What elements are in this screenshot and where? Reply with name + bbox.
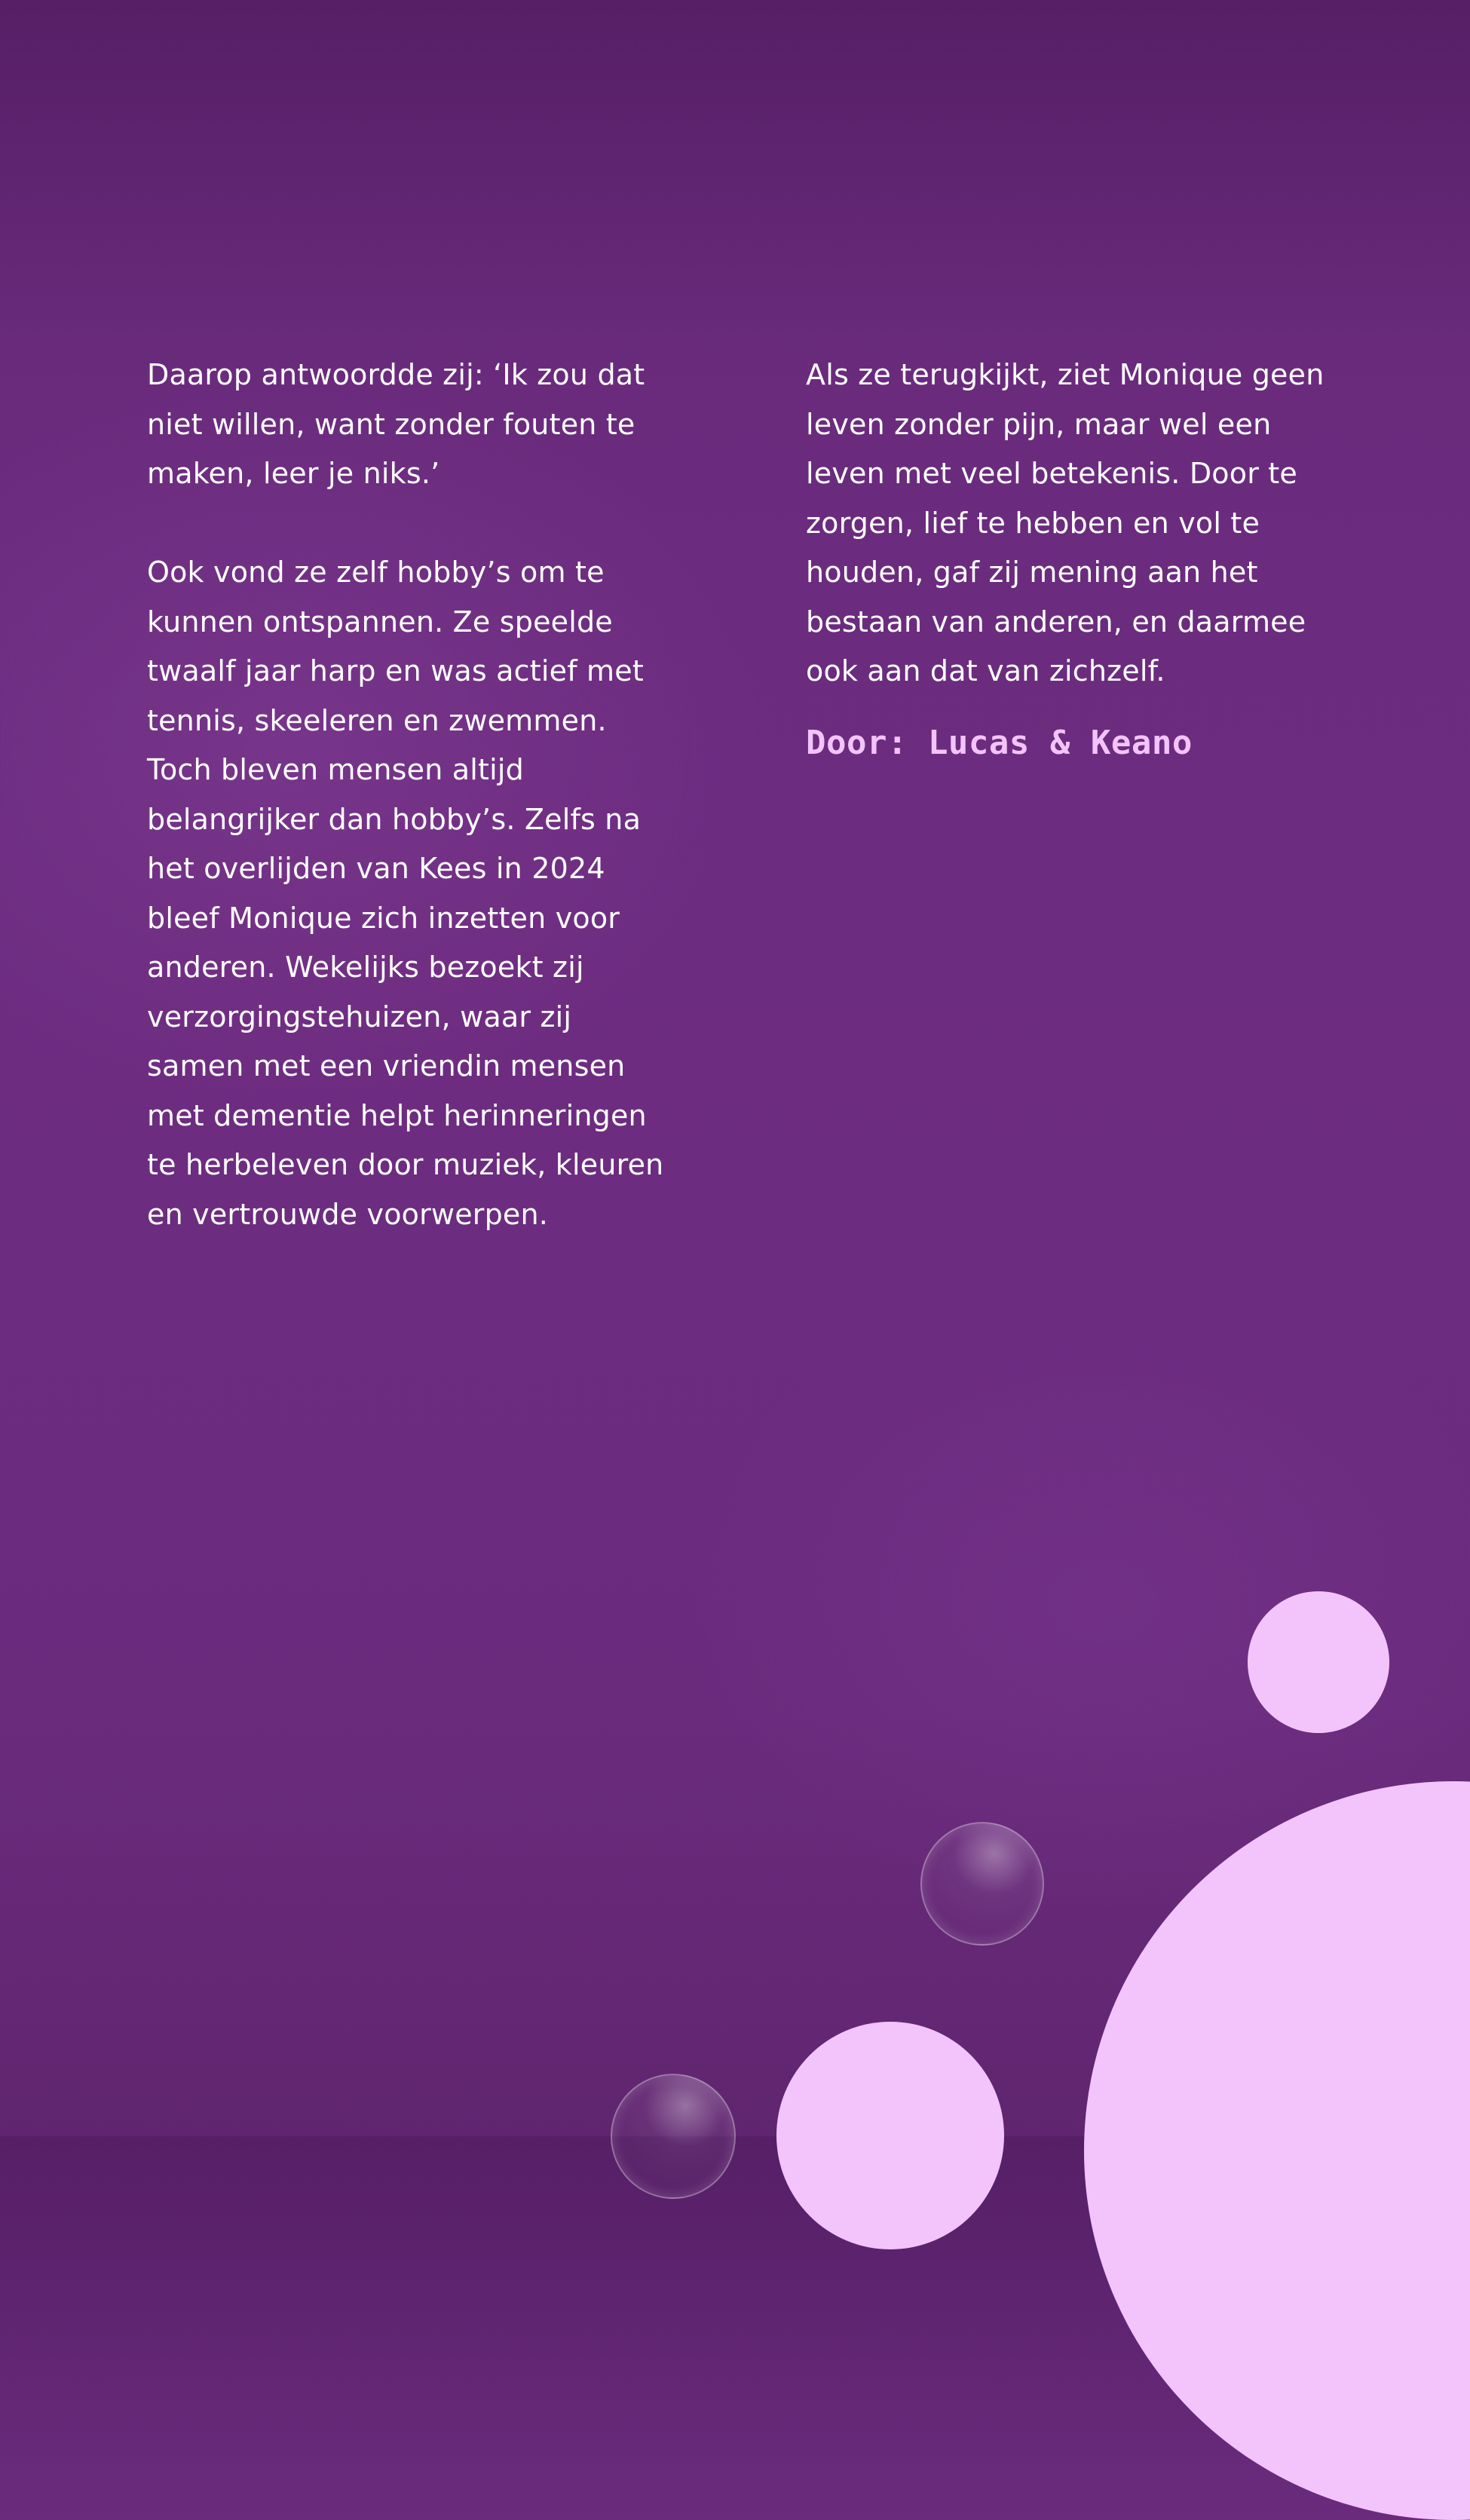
left-column bbox=[147, 351, 675, 1239]
author-byline: Door: Lucas & Keano bbox=[806, 723, 1193, 762]
left-paragraph-1: Daarop antwoordde zij: ‘Ik zou dat niet willen, want zonder fouten te maken, leer je niks.’ bbox=[147, 358, 645, 490]
left-paragraph-2: Ook vond ze zelf hobby’s om te kunnen ontspannen. Ze speelde twaalf jaar harp en was actief met tennis, skeeleren en zwemmen. Toch bleven mensen altijd belangrijker dan hobby’s. Zelfs na het overlijden van Kees in 2024 bleef Monique zich inzetten voor anderen. Wekelijks bezoekt zij verzorgingstehuizen, waar zij samen met een vriendin mensen met dementie helpt herinneringen te herbeleven door muziek, kleuren en vertrouwde voorwerpen. bbox=[147, 556, 664, 1231]
decorative-bubble-lower bbox=[611, 2074, 736, 2199]
decorative-bubble-upper bbox=[920, 1822, 1044, 1946]
right-paragraph-1: Als ze terugkijkt, ziet Monique geen leven zonder pijn, maar wel een leven met veel betekenis. Door te zorgen, lief te hebben en vol te houden, gaf zij mening aan het bestaan van anderen, en daarmee ook aan dat van zichzelf. bbox=[806, 358, 1325, 687]
right-column bbox=[806, 351, 1349, 766]
decorative-circle-large bbox=[1084, 1781, 1470, 2520]
decorative-circle-medium bbox=[776, 2022, 1004, 2249]
decorative-circle-small bbox=[1248, 1591, 1389, 1733]
